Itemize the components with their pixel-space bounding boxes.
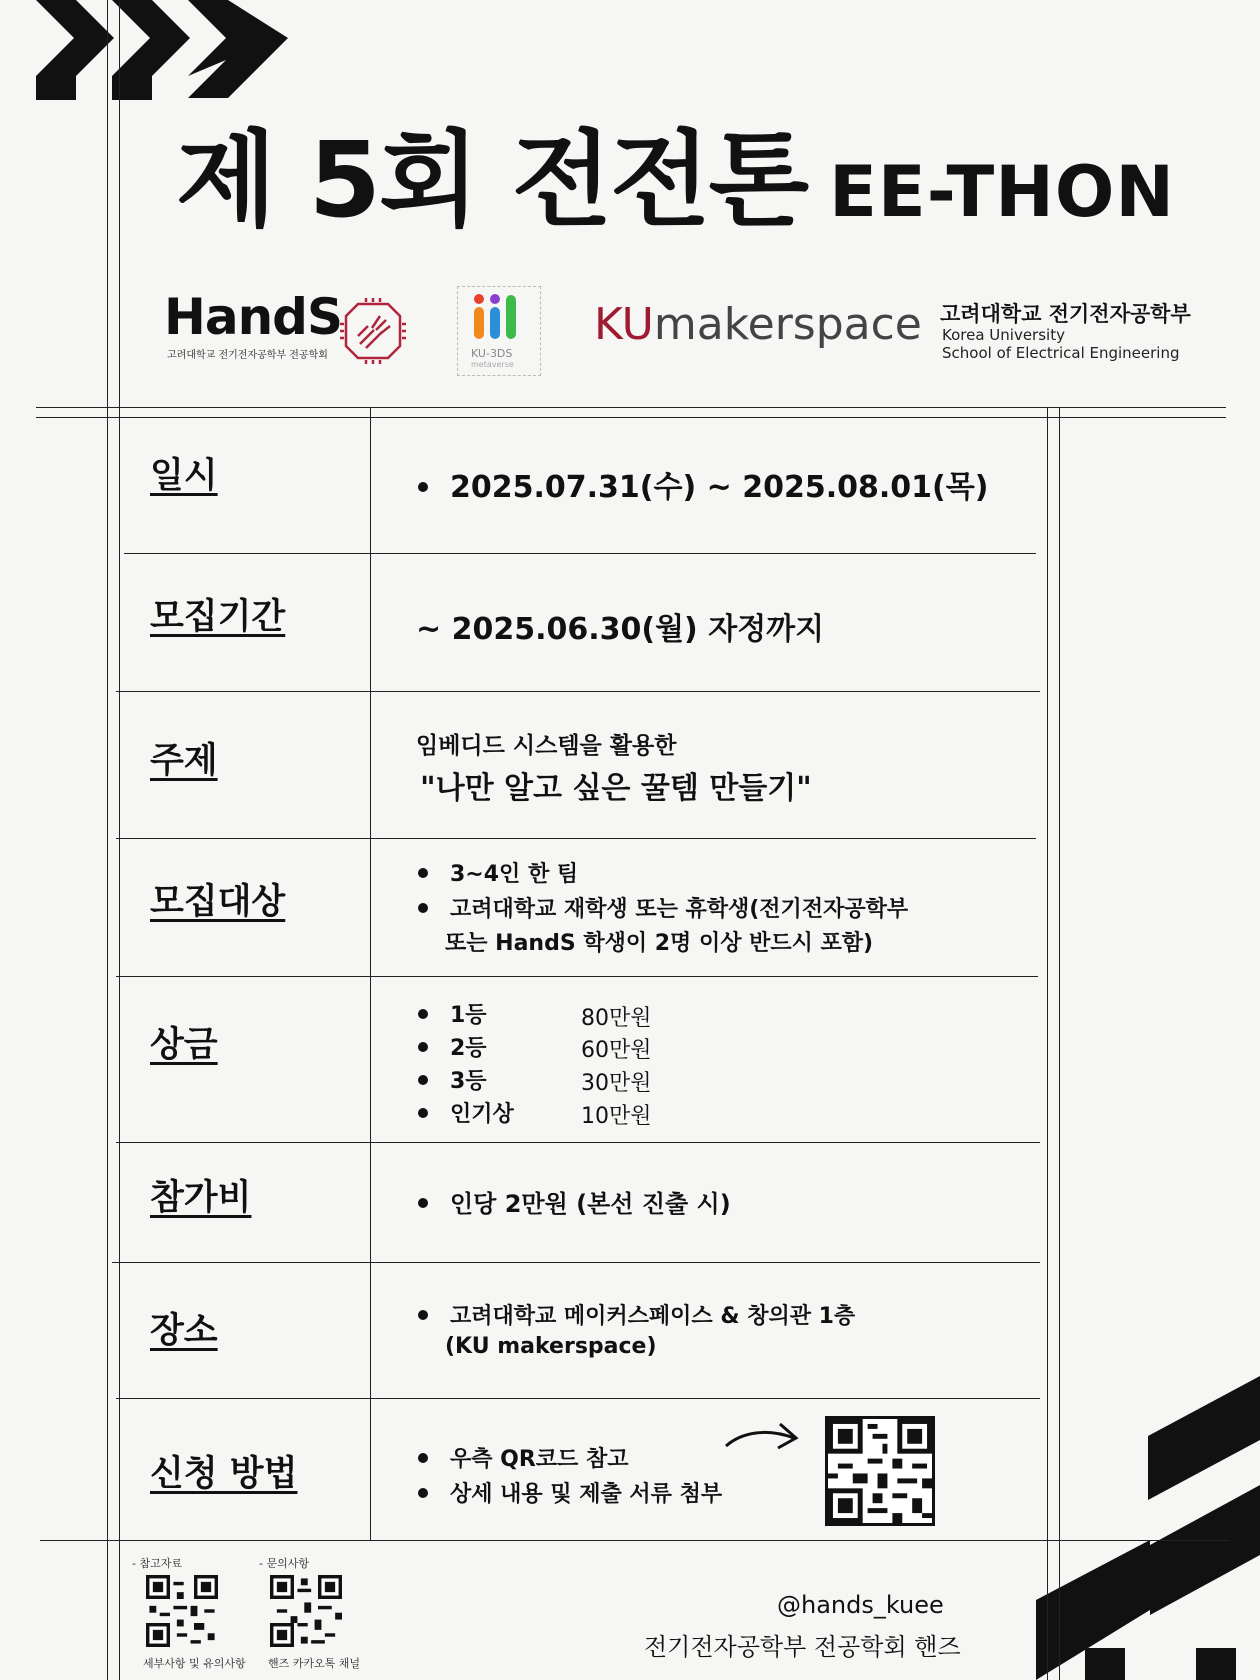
prize-rank-popular [418, 1097, 514, 1128]
row-divider [124, 553, 1036, 554]
prize-rank-2-text: 2등 [450, 1036, 487, 1061]
ku-makerspace-logo [594, 301, 922, 349]
bullet-icon [418, 1310, 428, 1320]
bullet-icon [418, 1108, 428, 1118]
target-item2-text: 고려대학교 재학생 또는 휴학생(전기전자공학부 [450, 897, 909, 922]
label-target: 모집대상 [150, 882, 286, 922]
target-item2-cont: 또는 HandS 학생이 2명 이상 반드시 포함) [445, 931, 874, 956]
bullet-icon [418, 868, 428, 878]
date-text: 2025.07.31(수) ~ 2025.08.01(목) [450, 470, 989, 505]
bullet-icon [418, 1453, 428, 1463]
place-line1-text: 고려대학교 메이커스페이스 & 창의관 1층 [450, 1304, 856, 1329]
target-item1-text: 3~4인 한 팀 [450, 862, 579, 887]
bullet-icon [418, 1042, 428, 1052]
hands-logo-word: HandS [164, 288, 342, 346]
organizer-name: 전기전자공학부 전공학회 핸즈 [644, 1633, 961, 1661]
prize-rank-3-text: 3등 [450, 1069, 487, 1094]
label-apply: 신청 방법 [150, 1454, 298, 1494]
corner-block-1 [1148, 1376, 1260, 1500]
topic-line1: 임베디드 시스템을 활용한 [416, 733, 677, 759]
contact-qr-code[interactable] [270, 1575, 342, 1647]
title-main: 제 5회 전전톤 [176, 119, 808, 241]
ref-qr-code[interactable] [146, 1575, 218, 1647]
frame-line [36, 417, 1226, 418]
bullet-icon [418, 1075, 428, 1085]
qr-code-icon [146, 1575, 218, 1647]
label-date: 일시 [150, 456, 218, 496]
event-title [176, 119, 1175, 241]
ku3ds-logo-icon [472, 293, 524, 345]
row-divider [116, 1398, 1040, 1399]
place-line2: (KU makerspace) [445, 1334, 657, 1359]
date-value [418, 462, 988, 506]
bullet-icon [418, 482, 428, 492]
label-place: 장소 [150, 1311, 218, 1351]
topic-line2: "나만 알고 싶은 꿀템 만들기" [420, 771, 812, 806]
ku-makerspace-rest: makerspace [653, 299, 922, 350]
corner-block-4 [1085, 1648, 1125, 1680]
ref-label: - 참고자료 [132, 1557, 182, 1570]
prize-rank-1 [418, 998, 487, 1029]
frame-line [36, 407, 1226, 408]
ref-caption: 세부사항 및 유의사항 [143, 1657, 246, 1670]
chevron-1 [36, 0, 114, 100]
recruit-period-value: ~ 2025.06.30(월) 자정까지 [416, 612, 825, 647]
target-item1 [418, 857, 578, 888]
qr-code-icon [828, 1419, 932, 1523]
hands-logo-sub: 고려대학교 전기전자공학부 전공학회 [167, 350, 328, 361]
row-divider [116, 838, 1036, 839]
table-divider [370, 407, 371, 1540]
prize-rank-3 [418, 1064, 487, 1095]
apply-item2-text: 상세 내용 및 제출 서류 첨부 [450, 1482, 723, 1507]
arrow-right-icon [722, 1414, 802, 1454]
row-divider [116, 976, 1038, 977]
title-english: EE-THON [829, 151, 1175, 233]
bullet-icon [418, 1198, 428, 1208]
bullet-icon [418, 1488, 428, 1498]
prize-rank-2 [418, 1031, 487, 1062]
row-divider [112, 1262, 1040, 1263]
row-divider [116, 1142, 1040, 1143]
contact-label: - 문의사항 [259, 1557, 309, 1570]
prize-amount-2: 60만원 [581, 1038, 652, 1063]
label-topic: 주제 [150, 741, 218, 781]
bullet-icon [418, 1009, 428, 1019]
label-prize: 상금 [150, 1025, 218, 1065]
fee-text: 인당 2만원 (본선 진출 시) [450, 1190, 731, 1218]
label-fee: 참가비 [150, 1178, 252, 1218]
frame-line [119, 0, 120, 1680]
university-name-ko: 고려대학교 전기전자공학부 [940, 302, 1191, 326]
apply-item1-text: 우측 QR코드 참고 [450, 1447, 629, 1472]
ku3ds-sub: metaverse [471, 360, 514, 369]
prize-amount-1: 80만원 [581, 1006, 652, 1031]
instagram-handle: @hands_kuee [777, 1591, 944, 1619]
prize-rank-1-text: 1등 [450, 1003, 487, 1028]
ku-makerspace-ku: KU [594, 299, 654, 350]
university-name-en: Korea University [942, 326, 1065, 344]
prize-amount-3: 30만원 [581, 1071, 652, 1096]
school-name-en: School of Electrical Engineering [942, 344, 1180, 362]
corner-block-5 [1196, 1648, 1236, 1680]
corner-block-3 [1150, 1485, 1260, 1615]
contact-caption: 핸즈 카카오톡 채널 [268, 1657, 361, 1670]
bullet-icon [418, 903, 428, 913]
footer-divider [40, 1540, 1230, 1541]
frame-line [1047, 407, 1048, 1680]
chevron-2 [112, 0, 190, 100]
qr-code-icon [270, 1575, 342, 1647]
ku3ds-label: KU-3DS [471, 347, 513, 360]
chip-hand-icon [340, 298, 406, 364]
fee-value [418, 1184, 731, 1219]
frame-line [107, 0, 108, 1680]
apply-item1 [418, 1442, 628, 1473]
frame-line [1059, 407, 1060, 1680]
apply-item2 [418, 1477, 722, 1508]
prize-rank-popular-text: 인기상 [450, 1102, 514, 1127]
prize-amount-popular: 10만원 [581, 1104, 652, 1129]
place-line1 [418, 1299, 855, 1330]
target-item2 [418, 892, 908, 923]
row-divider [116, 691, 1040, 692]
corner-block-2 [1036, 1540, 1150, 1680]
apply-qr-code[interactable] [825, 1416, 935, 1526]
chevron-3 [188, 0, 288, 98]
label-recruit-period: 모집기간 [150, 597, 286, 637]
